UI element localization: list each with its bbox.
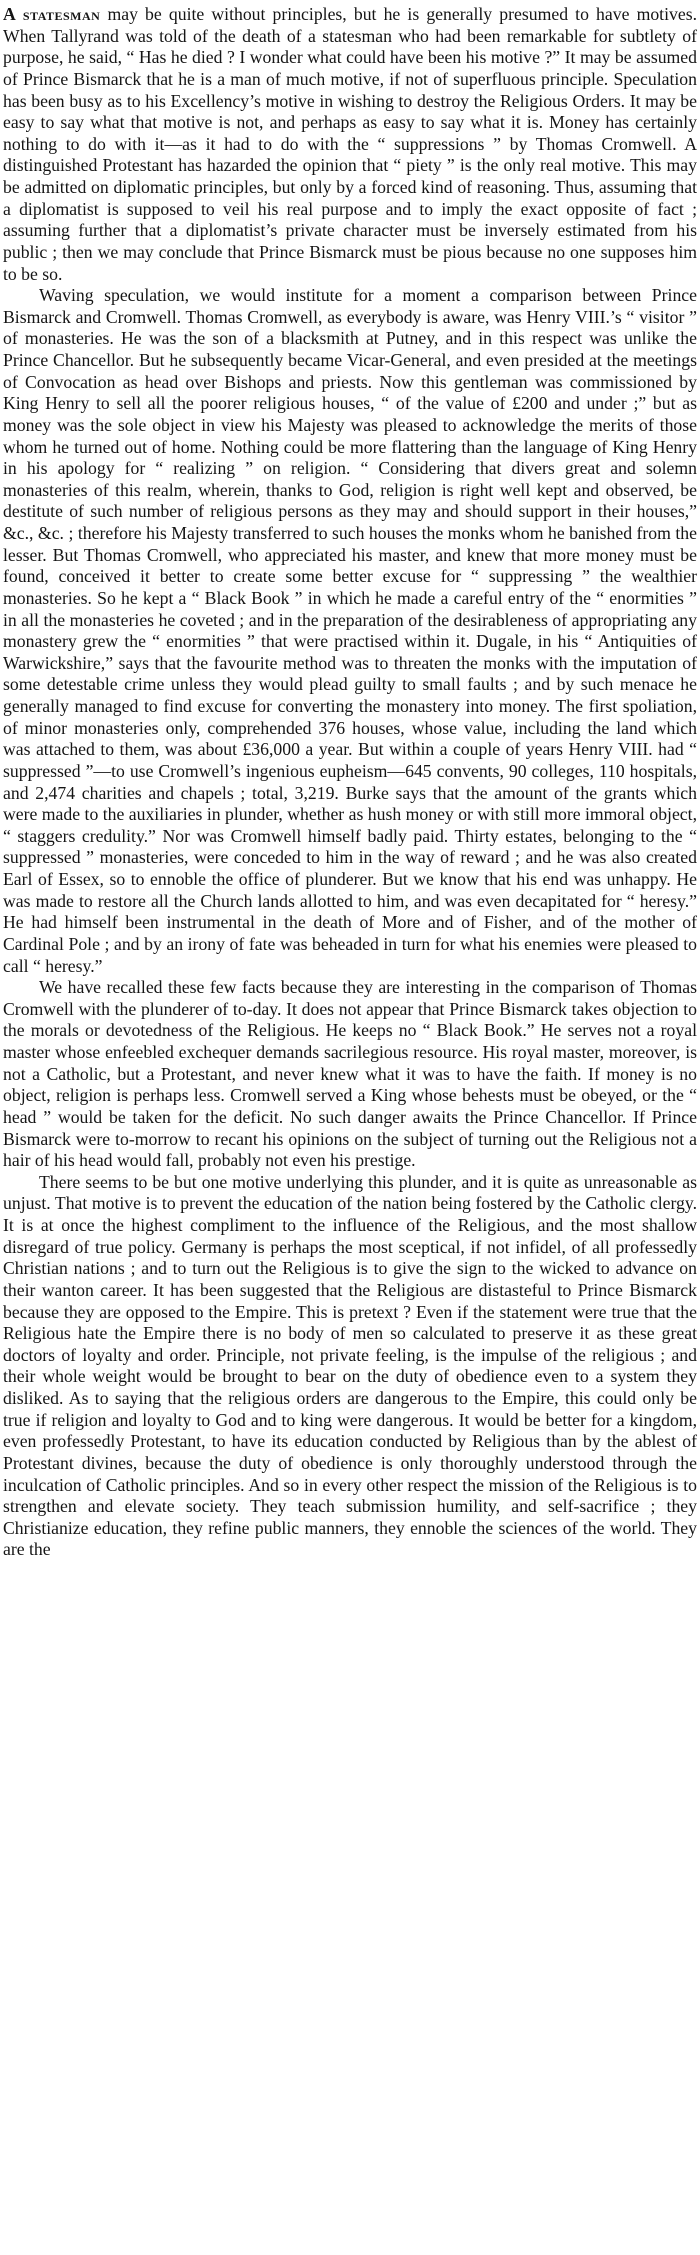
opening-words: A statesman	[3, 4, 101, 24]
article-paragraph: Waving speculation, we would institute for a moment a comparison between Prince Bismarck and Cromwell. Thomas Cromwell, as everybody is aware, was Henry VIII.’s “ visitor ” of monasteries. He was the son of a blacksmith at Putney, and in this respect was unlike the Prince Chancellor. But he subsequently became Vicar-General, and even presided at the meetings of Convocation as head over Bishops and priests. Now this gentleman was commissioned by King Henry to sell all the poorer religious houses, “ of the value of £200 and under ;” but as money was the sole object in view his Majesty was pleased to acknowledge the merits of those whom he turned out of home. Nothing could be more flattering than the language of King Henry in his apology for “ realizing ” on religion. “ Considering that divers great and solemn monasteries of this realm, wherein, thanks to God, religion is right well kept and observed, be destitute of such number of religious persons as they may and should support in their houses,” &c., &c. ; therefore his Majesty transferred to such houses the monks whom he banished from the lesser. But Thomas Cromwell, who appreciated his master, and knew that more money must be found, conceived it better to create some better excuse for “ suppressing ” the wealthier monasteries. So he kept a “ Black Book ” in which he made a careful entry of the “ enormities ” in all the monasteries he coveted ; and in the preparation of the desirableness of appropriating any monastery grew the “ enormities ” that were practised within it. Dugale, in his “ Antiquities of Warwickshire,” says that the favourite method was to threaten the monks with the imputation of some detestable crime unless they would plead guilty to small faults ; and by such menace he generally managed to find excuse for converting the monastery into money. The first spoliation, of minor monasteries only, comprehended 376 houses, whose value, including the land which was attached to them, was about £36,000 a year. But within a couple of years Henry VIII. had “ suppressed ”—to use Cromwell’s ingenious eupheism—645 convents, 90 colleges, 110 hospitals, and 2,474 charities and chapels ; total, 3,219. Burke says that the amount of the grants which were made to the auxiliaries in plunder, whether as hush money or with still more immoral object, “ staggers credulity.” Nor was Cromwell himself badly paid. Thirty estates, belonging to the “ suppressed ” monasteries, were conceded to him in the way of reward ; and he was also created Earl of Essex, so to ennoble the office of plunderer. But we know that his end was unhappy. He was made to restore all the Church lands allotted to him, and was even decapitated for “ heresy.” He had himself been instrumental in the death of More and of Fisher, and of the mother of Cardinal Pole ; and by an irony of fate was beheaded in turn for what his enemies were pleased to call “ heresy.”	[3, 285, 697, 976]
article-paragraph: We have recalled these few facts because they are interesting in the comparison of Thomas Cromwell with the plunderer of to-day. It does not appear that Prince Bismarck takes objection to the morals or devotedness of the Religious. He keeps no “ Black Book.” He serves not a royal master whose enfeebled exchequer demands sacrilegious resource. His royal master, moreover, is not a Catholic, but a Protestant, and never knew what it was to have the faith. If money is no object, religion is perhaps less. Cromwell served a King whose behests must be obeyed, or the “ head ” would be taken for the deficit. No such danger awaits the Prince Chancellor. If Prince Bismarck were to-morrow to recant his opinions on the subject of turning out the Religious not a hair of his head would fall, probably not even his prestige.	[3, 977, 697, 1171]
article-paragraph: There seems to be but one motive underlying this plunder, and it is quite as unreasonable as unjust. That motive is to prevent the education of the nation being fostered by the Catholic clergy. It is at once the highest compliment to the influence of the Religious, and the most shallow disregard of true policy. Germany is perhaps the most sceptical, if not infidel, of all professedly Christian nations ; and to turn out the Religious is to give the sign to the wicked to advance on their wanton career. It has been suggested that the Religious are distasteful to Prince Bismarck because they are opposed to the Empire. This is pretext ? Even if the statement were true that the Religious hate the Empire there is no body of men so calculated to preserve it as these great doctors of loyalty and order. Principle, not private feeling, is the impulse of the religious ; and their whole weight would be brought to bear on the duty of obedience even to a system they disliked. As to saying that the religious orders are dangerous to the Empire, this could only be true if religion and loyalty to God and to king were dangerous. It would be better for a kingdom, even professedly Protestant, to have its education conducted by Religious than by the ablest of Protestant divines, because the duty of obedience is only thoroughly understood through the inculcation of Catholic principles. And so in every other respect the mission of the Religious is to strengthen and elevate society. They teach submission humility, and self-sacrifice ; they Christianize education, they refine public manners, they ennoble the sciences of the world. They are the	[3, 1171, 697, 1560]
article-paragraph	[3, 4, 697, 285]
paragraph-text: may be quite without principles, but he is generally presumed to have motives. When Tallyrand was told of the death of a statesman who had been remarkable for subtlety of purpose, he said, “ Has he died ? I wonder what could have been his motive ?” It may be assumed of Prince Bismarck that he is a man of much motive, if not of superfluous principle. Speculation has been busy as to his Excellency’s motive in wishing to destroy the Religious Orders. It may be easy to say what that motive is not, and perhaps as easy to say what it is. Money has certainly nothing to do with it—as it had to do with the “ suppressions ” by Thomas Cromwell. A distinguished Protestant has hazarded the opinion that “ piety ” is the only real motive. This may be admitted on diplomatic principles, but only by a forced kind of reasoning. Thus, assuming that a diplomatist is supposed to veil his real purpose and to imply the exact opposite of fact ; assuming further that a diplomatist’s private character must be inversely estimated from his public ; then we may conclude that Prince Bismarck must be pious because no one supposes him to be so.	[3, 4, 698, 284]
